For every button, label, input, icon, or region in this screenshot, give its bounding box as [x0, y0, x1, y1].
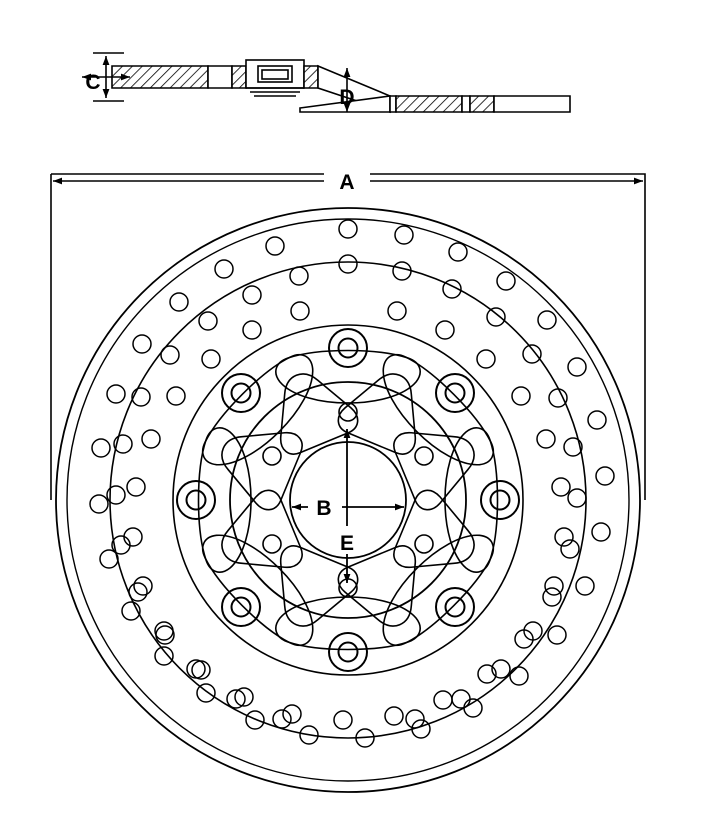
dimension-label-B: B — [316, 497, 332, 520]
left-rotor-band — [112, 66, 246, 88]
dimension-label-C: C — [85, 71, 101, 94]
dimension-label-E: E — [339, 532, 355, 555]
dimension-label-D: D — [339, 86, 355, 109]
dimension-label-A: A — [339, 171, 355, 194]
